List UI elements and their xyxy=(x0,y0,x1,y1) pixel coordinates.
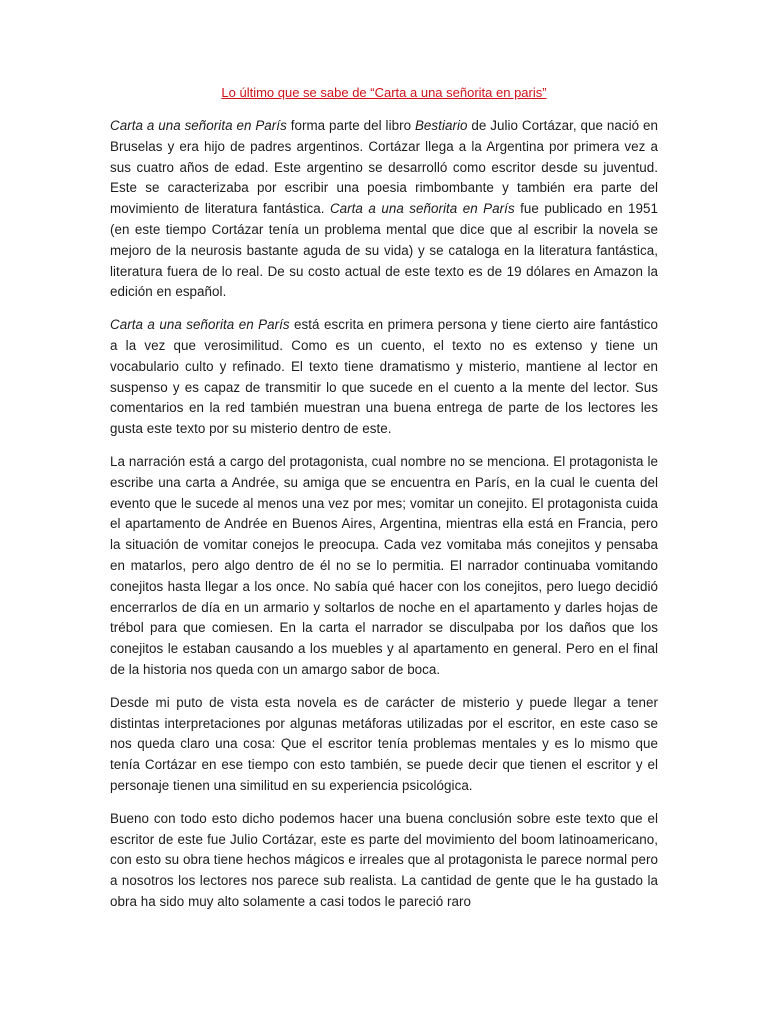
book-title-text: Carta a una señorita en París xyxy=(110,317,290,333)
book-title-text: Bestiario xyxy=(414,118,468,133)
paragraph-opinion xyxy=(110,693,658,797)
document-title: Lo último que se sabe de “Carta a una señorita en paris” xyxy=(221,85,547,100)
paragraph-style xyxy=(110,315,658,440)
paragraph-text: está escrita en primera persona y tiene cierto aire fantástico a la vez que verosimilitud. Como es un cuento, el texto no es extenso y tiene un vocabulario culto y refinado. El texto tiene dramatismo y misterio, mantiene al lector en suspenso y es capaz de transmitir lo que sucede en el cuento a la mente del lector. Sus comentarios en la red también muestran una buena entrega de parte de los lectores les gusta este texto por su misterio dentro de este. xyxy=(110,317,659,437)
document-page xyxy=(110,84,658,925)
paragraph-text: forma parte del libro xyxy=(286,118,415,133)
paragraph-intro xyxy=(110,116,658,303)
paragraph-text: de Julio Cortázar, que nació en Bruselas y era hijo de padres argentinos. Cortázar llega a la Argentina por primera vez a sus cuatro años de edad. Este argentino se desarrolló como escritor desde su juventud. Este se caracterizaba por escribir una poesia rimbombante y también era parte del movimiento de literatura fantástica. xyxy=(110,118,658,217)
paragraph-text: La narración está a cargo del protagonista, cual nombre no se menciona. El protagonista le escribe una carta a Andrée, su amiga que se encuentra en París, en la cual le cuenta del evento que le sucede al menos una vez por mes; vomitar un conejito. El protagonista cuida el apartamento de Andrée en Buenos Aires, Argentina, mientras ella está en Francia, pero la situación de vomitar conejos le preocupa. Cada vez vomitaba más conejitos y pensaba en matarlos, pero algo dentro de él no se lo permitia. El narrador continuaba vomitando conejitos hasta llegar a los once. No sabía qué hacer con los conejitos, pero luego decidió encerrarlos de día en un armario y soltarlos de noche en el apartamento y darles hojas de trébol para que comiesen. En la carta el narrador se disculpaba por los daños que los conejitos le estaban causando a los muebles y al apartamento en general. Pero en el final de la historia nos queda con un amargo sabor de boca. xyxy=(110,453,658,677)
paragraph-plot xyxy=(110,452,658,681)
paragraph-text: Desde mi puto de vista esta novela es de carácter de misterio y puede llegar a tener distintas interpretaciones por algunas metáforas utilizadas por el escritor, en este caso se nos queda claro una cosa: Que el escritor tenía problemas mentales y es lo mismo que tenía Cortázar en ese tiempo con esto también, se puede decir que tienen el escritor y el personaje tienen una similitud en su experiencia psicológica. xyxy=(110,694,658,793)
book-title-text: Carta a una señorita en París xyxy=(329,201,515,217)
book-title-text: Carta a una señorita en París xyxy=(110,118,287,133)
paragraph-text: Bueno con todo esto dicho podemos hacer una buena conclusión sobre este texto que el escritor de este fue Julio Cortázar, este es parte del movimiento del boom latinoamericano, con esto su obra tiene hechos mágicos e irreales que al protagonista le parece normal pero a nosotros los lectores nos parece sub realista. La cantidad de gente que le ha gustado la obra ha sido muy alto solamente a casi todos le pareció raro xyxy=(110,810,658,909)
paragraph-conclusion xyxy=(110,809,658,913)
paragraph-text: fue publicado en 1951 (en este tiempo Cortázar tenía un problema mental que dice que al escribir la novela se mejoro de la neurosis bastante aguda de su vida) y se cataloga en la literatura fantástica, literatura fuera de lo real. De su costo actual de este texto es de 19 dólares en Amazon la edición en español. xyxy=(110,201,658,300)
